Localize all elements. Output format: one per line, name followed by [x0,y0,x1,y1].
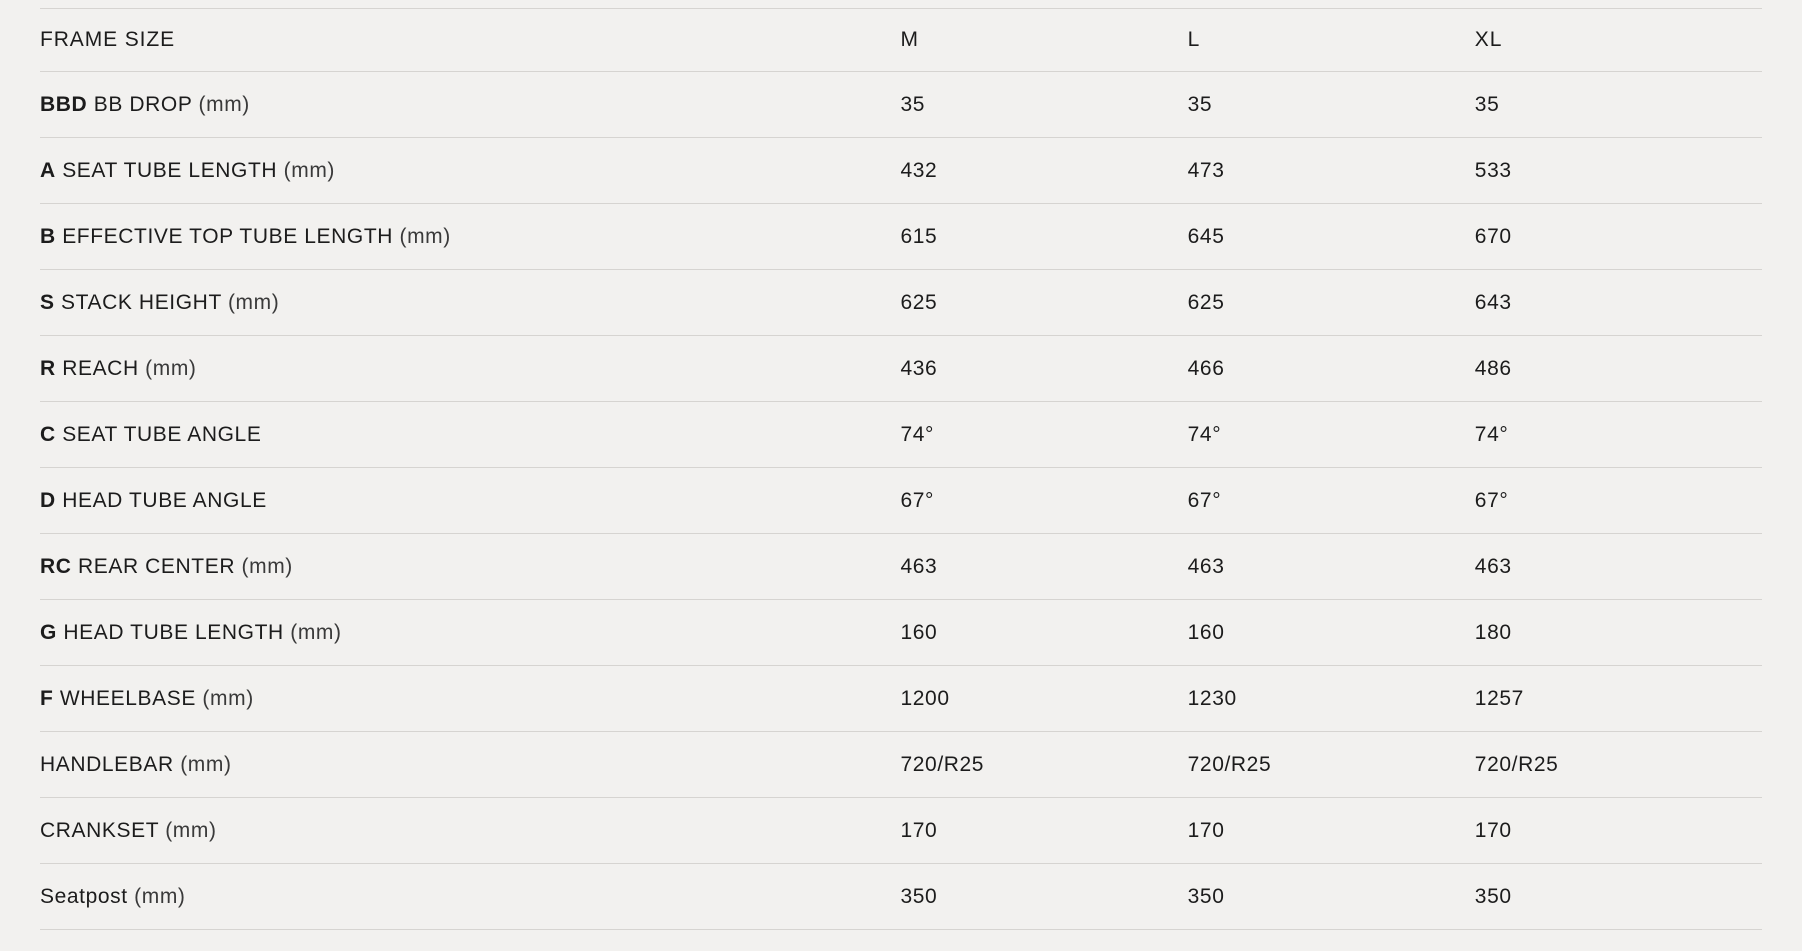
row-unit: (mm) [165,818,217,842]
cell-value-l: 35 [1188,72,1475,138]
row-unit: (mm) [241,554,293,578]
cell-value-xl: 486 [1475,336,1762,402]
row-unit: (mm) [134,884,186,908]
column-header-size-xl: XL [1475,9,1762,72]
cell-value-l: 170 [1188,798,1475,864]
table-row [40,138,1762,204]
cell-value-l: 625 [1188,270,1475,336]
cell-value-m: 615 [900,204,1187,270]
cell-value-l: 160 [1188,600,1475,666]
column-header-size-l: L [1188,9,1475,72]
cell-value-l: 74° [1188,402,1475,468]
cell-value-m: 35 [900,72,1187,138]
cell-value-l: 463 [1188,534,1475,600]
cell-value-m: 170 [900,798,1187,864]
row-code: RC [40,554,72,578]
table-row [40,468,1762,534]
table-row [40,798,1762,864]
cell-value-l: 466 [1188,336,1475,402]
cell-value-m: 160 [900,600,1187,666]
cell-value-xl: 1257 [1475,666,1762,732]
cell-value-l: 350 [1188,864,1475,930]
row-unit: (mm) [227,290,280,314]
row-code: F [40,686,54,710]
column-header-size-m: M [900,9,1187,72]
table-row [40,72,1762,138]
row-label [40,138,900,204]
row-code: C [40,422,56,446]
row-label [40,270,900,336]
row-unit: (mm) [202,686,254,710]
cell-value-m: 74° [900,402,1187,468]
cell-value-xl: 533 [1475,138,1762,204]
row-name: EFFECTIVE TOP TUBE LENGTH [62,224,394,248]
row-name: CRANKSET [40,818,159,842]
row-label [40,600,900,666]
row-code: B [40,224,56,248]
row-code: BBD [40,92,88,116]
cell-value-l: 473 [1188,138,1475,204]
row-label [40,336,900,402]
table-header [40,9,1762,72]
row-unit: (mm) [198,92,250,116]
cell-value-m: 436 [900,336,1187,402]
cell-value-l: 645 [1188,204,1475,270]
row-name: SEAT TUBE LENGTH [62,158,278,182]
row-name: REACH [62,356,139,380]
cell-value-xl: 170 [1475,798,1762,864]
row-label [40,732,900,798]
row-label [40,864,900,930]
row-label [40,468,900,534]
row-name: HEAD TUBE ANGLE [62,488,267,512]
cell-value-m: 350 [900,864,1187,930]
table-body [40,72,1762,930]
cell-value-m: 67° [900,468,1187,534]
table-row [40,270,1762,336]
row-label [40,72,900,138]
row-name: SEAT TUBE ANGLE [62,422,262,446]
table-row [40,666,1762,732]
cell-value-xl: 643 [1475,270,1762,336]
row-name: HEAD TUBE LENGTH [63,620,284,644]
table-row [40,864,1762,930]
cell-value-l: 720/R25 [1188,732,1475,798]
column-header-frame-size: FRAME SIZE [40,9,900,72]
table-row [40,336,1762,402]
cell-value-xl: 180 [1475,600,1762,666]
row-label [40,798,900,864]
cell-value-m: 625 [900,270,1187,336]
row-unit: (mm) [145,356,197,380]
row-label [40,666,900,732]
cell-value-xl: 720/R25 [1475,732,1762,798]
row-name: HANDLEBAR [40,752,174,776]
cell-value-xl: 463 [1475,534,1762,600]
row-unit: (mm) [399,224,451,248]
cell-value-xl: 67° [1475,468,1762,534]
row-code: A [40,158,56,182]
row-unit: (mm) [180,752,232,776]
table-row [40,534,1762,600]
geometry-table [40,8,1762,930]
row-label [40,402,900,468]
cell-value-m: 1200 [900,666,1187,732]
row-name: Seatpost [40,884,128,908]
table-row [40,732,1762,798]
table-row [40,402,1762,468]
table-header-row [40,9,1762,72]
row-unit: (mm) [290,620,342,644]
row-unit: (mm) [283,158,336,182]
row-code: D [40,488,56,512]
cell-value-l: 67° [1188,468,1475,534]
row-label [40,534,900,600]
row-code: G [40,620,57,644]
row-code: S [40,290,55,314]
cell-value-xl: 670 [1475,204,1762,270]
table-row [40,600,1762,666]
row-name: REAR CENTER [77,554,236,578]
row-code: R [40,356,56,380]
cell-value-xl: 74° [1475,402,1762,468]
row-label [40,204,900,270]
cell-value-xl: 35 [1475,72,1762,138]
row-name: BB DROP [93,92,193,116]
cell-value-xl: 350 [1475,864,1762,930]
cell-value-m: 463 [900,534,1187,600]
cell-value-l: 1230 [1188,666,1475,732]
cell-value-m: 432 [900,138,1187,204]
row-name: WHEELBASE [59,686,196,710]
row-name: STACK HEIGHT [61,290,222,314]
table-row [40,204,1762,270]
cell-value-m: 720/R25 [900,732,1187,798]
